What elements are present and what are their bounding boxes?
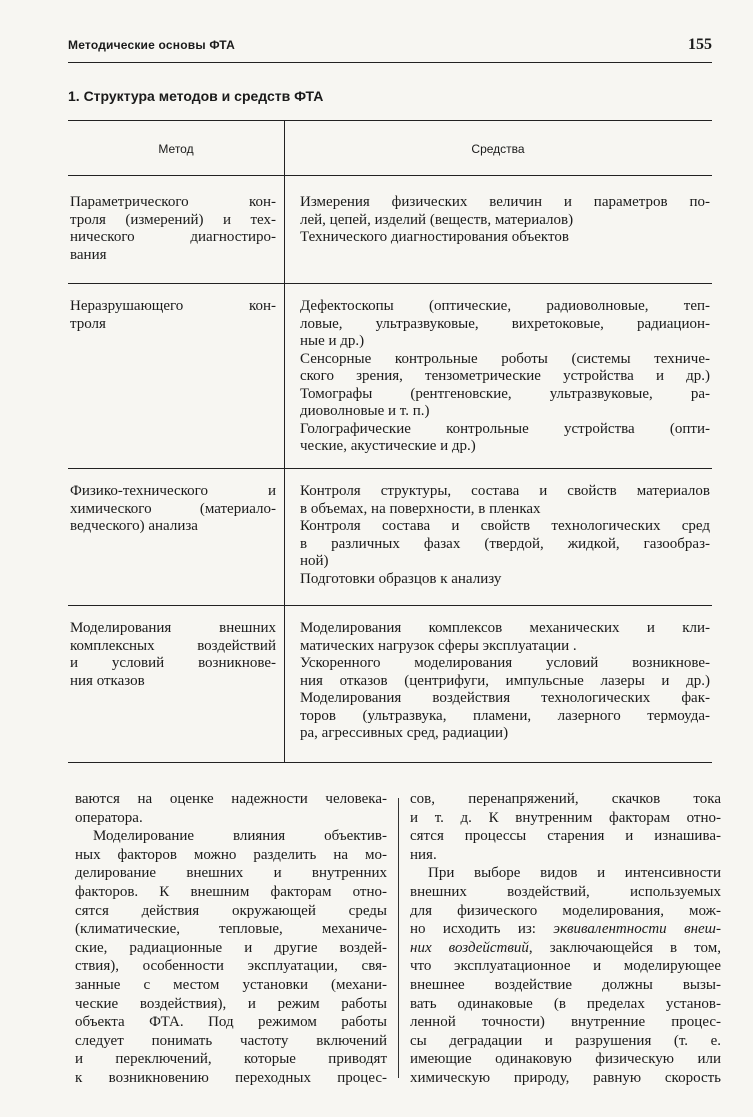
- text-line: ские, радиационные и другие воздей-: [75, 939, 387, 956]
- cell-line: Физико-технического и: [70, 483, 276, 499]
- header-rule: [68, 62, 712, 63]
- cell-line: Ускоренного моделирования условий возникнове-: [300, 655, 710, 671]
- cell-line: торов (ультразвука, пламени, лазерного термоуда-: [300, 707, 710, 724]
- cell-line: ческие, акустические и др.): [300, 438, 476, 454]
- cell-line: ра, агрессивных сред, радиации): [300, 725, 509, 741]
- section-title: 1. Структура методов и средств ФТА: [68, 88, 324, 104]
- text-line: ческие воздействия), и режим работы: [75, 995, 387, 1012]
- text-line: оператора.: [75, 809, 143, 826]
- text-line: внешнее воздействие должны вызы-: [410, 976, 721, 993]
- italic-term: эквивалентности внеш-: [553, 921, 722, 938]
- body-column-right: [410, 790, 721, 1088]
- row-rule: [68, 605, 712, 606]
- cell-line: химического (материало-: [70, 500, 276, 517]
- table-row-method: [70, 620, 276, 690]
- text-line: внешних воздействий, используемых: [410, 883, 721, 900]
- text-line: химическую природу, равную скорость: [410, 1069, 721, 1086]
- page-number: 155: [688, 36, 712, 53]
- text-line: ных факторов можно разделить на мо-: [75, 846, 387, 863]
- text-line: сятся процессы старения и изнашива-: [410, 828, 721, 845]
- text-line: ствия), особенности эксплуатации, свя-: [75, 958, 387, 975]
- table-row-means: [300, 620, 710, 743]
- text-line: Моделирование влияния объектив-: [93, 828, 387, 845]
- cell-line: Моделирования комплексов механических и кли-: [300, 620, 710, 636]
- cell-line: диоволновые и т. п.): [300, 403, 430, 419]
- cell-line: Томографы (рентгеновские, ультразвуковые, ра-: [300, 385, 710, 402]
- italic-term: них воздействий: [410, 939, 529, 956]
- cell-line: ния отказов (центрифуги, импульсные лазеры и др.): [300, 672, 710, 689]
- cell-line: Неразрушающего кон-: [70, 298, 276, 314]
- cell-line: троля: [70, 315, 106, 332]
- text-line: что эксплуатационное и моделирующее: [410, 958, 721, 975]
- text-line: ваются на оценке надежности человека-: [75, 791, 387, 807]
- text-line: объекта ФТА. Под режимом работы: [75, 1014, 387, 1031]
- text-line: [410, 939, 721, 958]
- table-row-method: [70, 298, 276, 333]
- header-bottom-rule: [68, 175, 712, 176]
- text-line: для физического моделирования, мож-: [410, 902, 721, 919]
- table-top-rule: [68, 120, 712, 121]
- cell-line: ния отказов: [70, 672, 145, 689]
- column-divider: [398, 798, 399, 1078]
- cell-line: Моделирования внешних: [70, 620, 276, 636]
- text-line: вать одинаковые (в пределах установ-: [410, 995, 721, 1012]
- table-row-method: [70, 194, 276, 264]
- text-line: следует понимать частоту включений: [75, 1032, 387, 1049]
- cell-line: Подготовки образцов к анализу: [300, 570, 502, 587]
- text-line: факторов. К внешним факторам отно-: [75, 883, 387, 900]
- cell-line: лей, цепей, изделий (веществ, материалов): [300, 211, 574, 228]
- text-line: [410, 920, 721, 939]
- cell-line: Технического диагностирования объектов: [300, 229, 569, 245]
- cell-line: Дефектоскопы (оптические, радиоволновые, теп-: [300, 298, 710, 314]
- text-line: к возникновению переходных процес-: [75, 1069, 387, 1086]
- body-column-left: [75, 790, 387, 1088]
- text-line: и переключений, которые приводят: [75, 1051, 387, 1068]
- cell-line: матических нагрузок сферы эксплуатации .: [300, 637, 577, 654]
- table-row-means: [300, 483, 710, 588]
- cell-line: ского зрения, тензометрические устройства и др.): [300, 368, 710, 384]
- cell-line: Контроля состава и свойств технологических сред: [300, 518, 710, 534]
- running-title: Методические основы ФТА: [68, 38, 235, 52]
- cell-line: Измерения физических величин и параметров по-: [300, 194, 710, 210]
- cell-line: Сенсорные контрольные роботы (системы техниче-: [300, 350, 710, 367]
- text-line: делирование внешних и внутренних: [75, 865, 387, 882]
- cell-line: ной): [300, 553, 329, 569]
- cell-line: нического диагностиро-: [70, 229, 276, 245]
- cell-line: ные и др.): [300, 333, 365, 349]
- text-line: и т. д. К внутренним факторам отно-: [410, 809, 721, 826]
- row-rule: [68, 468, 712, 469]
- cell-line: вания: [70, 246, 107, 263]
- cell-line: ловые, ультразвуковые, вихретоковые, радиацион-: [300, 315, 710, 332]
- cell-line: Контроля структуры, состава и свойств материалов: [300, 483, 710, 499]
- cell-line: и условий возникнове-: [70, 655, 276, 671]
- text-line: имеющие одинаковую физическую или: [410, 1051, 721, 1068]
- text-line: сов, перенапряжений, скачков тока: [410, 791, 721, 807]
- cell-line: Моделирования воздействия технологических фак-: [300, 690, 710, 706]
- text-line: При выборе видов и интенсивности: [428, 865, 721, 882]
- column-header-means: Средства: [471, 142, 525, 156]
- cell-line: в объемах, на поверхности, в пленках: [300, 500, 541, 517]
- text-line: ленной точности) внутренние процес-: [410, 1014, 721, 1031]
- cell-line: в различных фазах (твердой, жидкой, газообраз-: [300, 535, 710, 552]
- cell-line: ведческого) анализа: [70, 518, 198, 534]
- text-line: (климатические, тепловые, механиче-: [75, 921, 387, 938]
- table-column-divider: [284, 120, 285, 763]
- text-span: , заключающейся в том,: [528, 939, 721, 956]
- row-rule: [68, 283, 712, 284]
- text-line: сы деградации и разрушения (т. е.: [410, 1032, 721, 1049]
- cell-line: комплексных воздействий: [70, 637, 276, 654]
- text-span: но исходить из:: [410, 921, 554, 938]
- text-line: сятся действия окружающей среды: [75, 902, 387, 919]
- column-header-method: Метод: [158, 142, 194, 156]
- table-row-method: [70, 483, 276, 536]
- cell-line: Голографические контрольные устройства (опти-: [300, 420, 710, 437]
- cell-line: троля (измерений) и тех-: [70, 211, 276, 228]
- text-line: ния.: [410, 846, 437, 863]
- table-row-means: [300, 194, 710, 247]
- table-bottom-rule: [68, 762, 712, 763]
- running-header: [68, 36, 712, 58]
- cell-line: Параметрического кон-: [70, 194, 276, 210]
- methods-table: [68, 120, 712, 763]
- text-line: занные с местом установки (механи-: [75, 976, 387, 993]
- table-row-means: [300, 298, 710, 456]
